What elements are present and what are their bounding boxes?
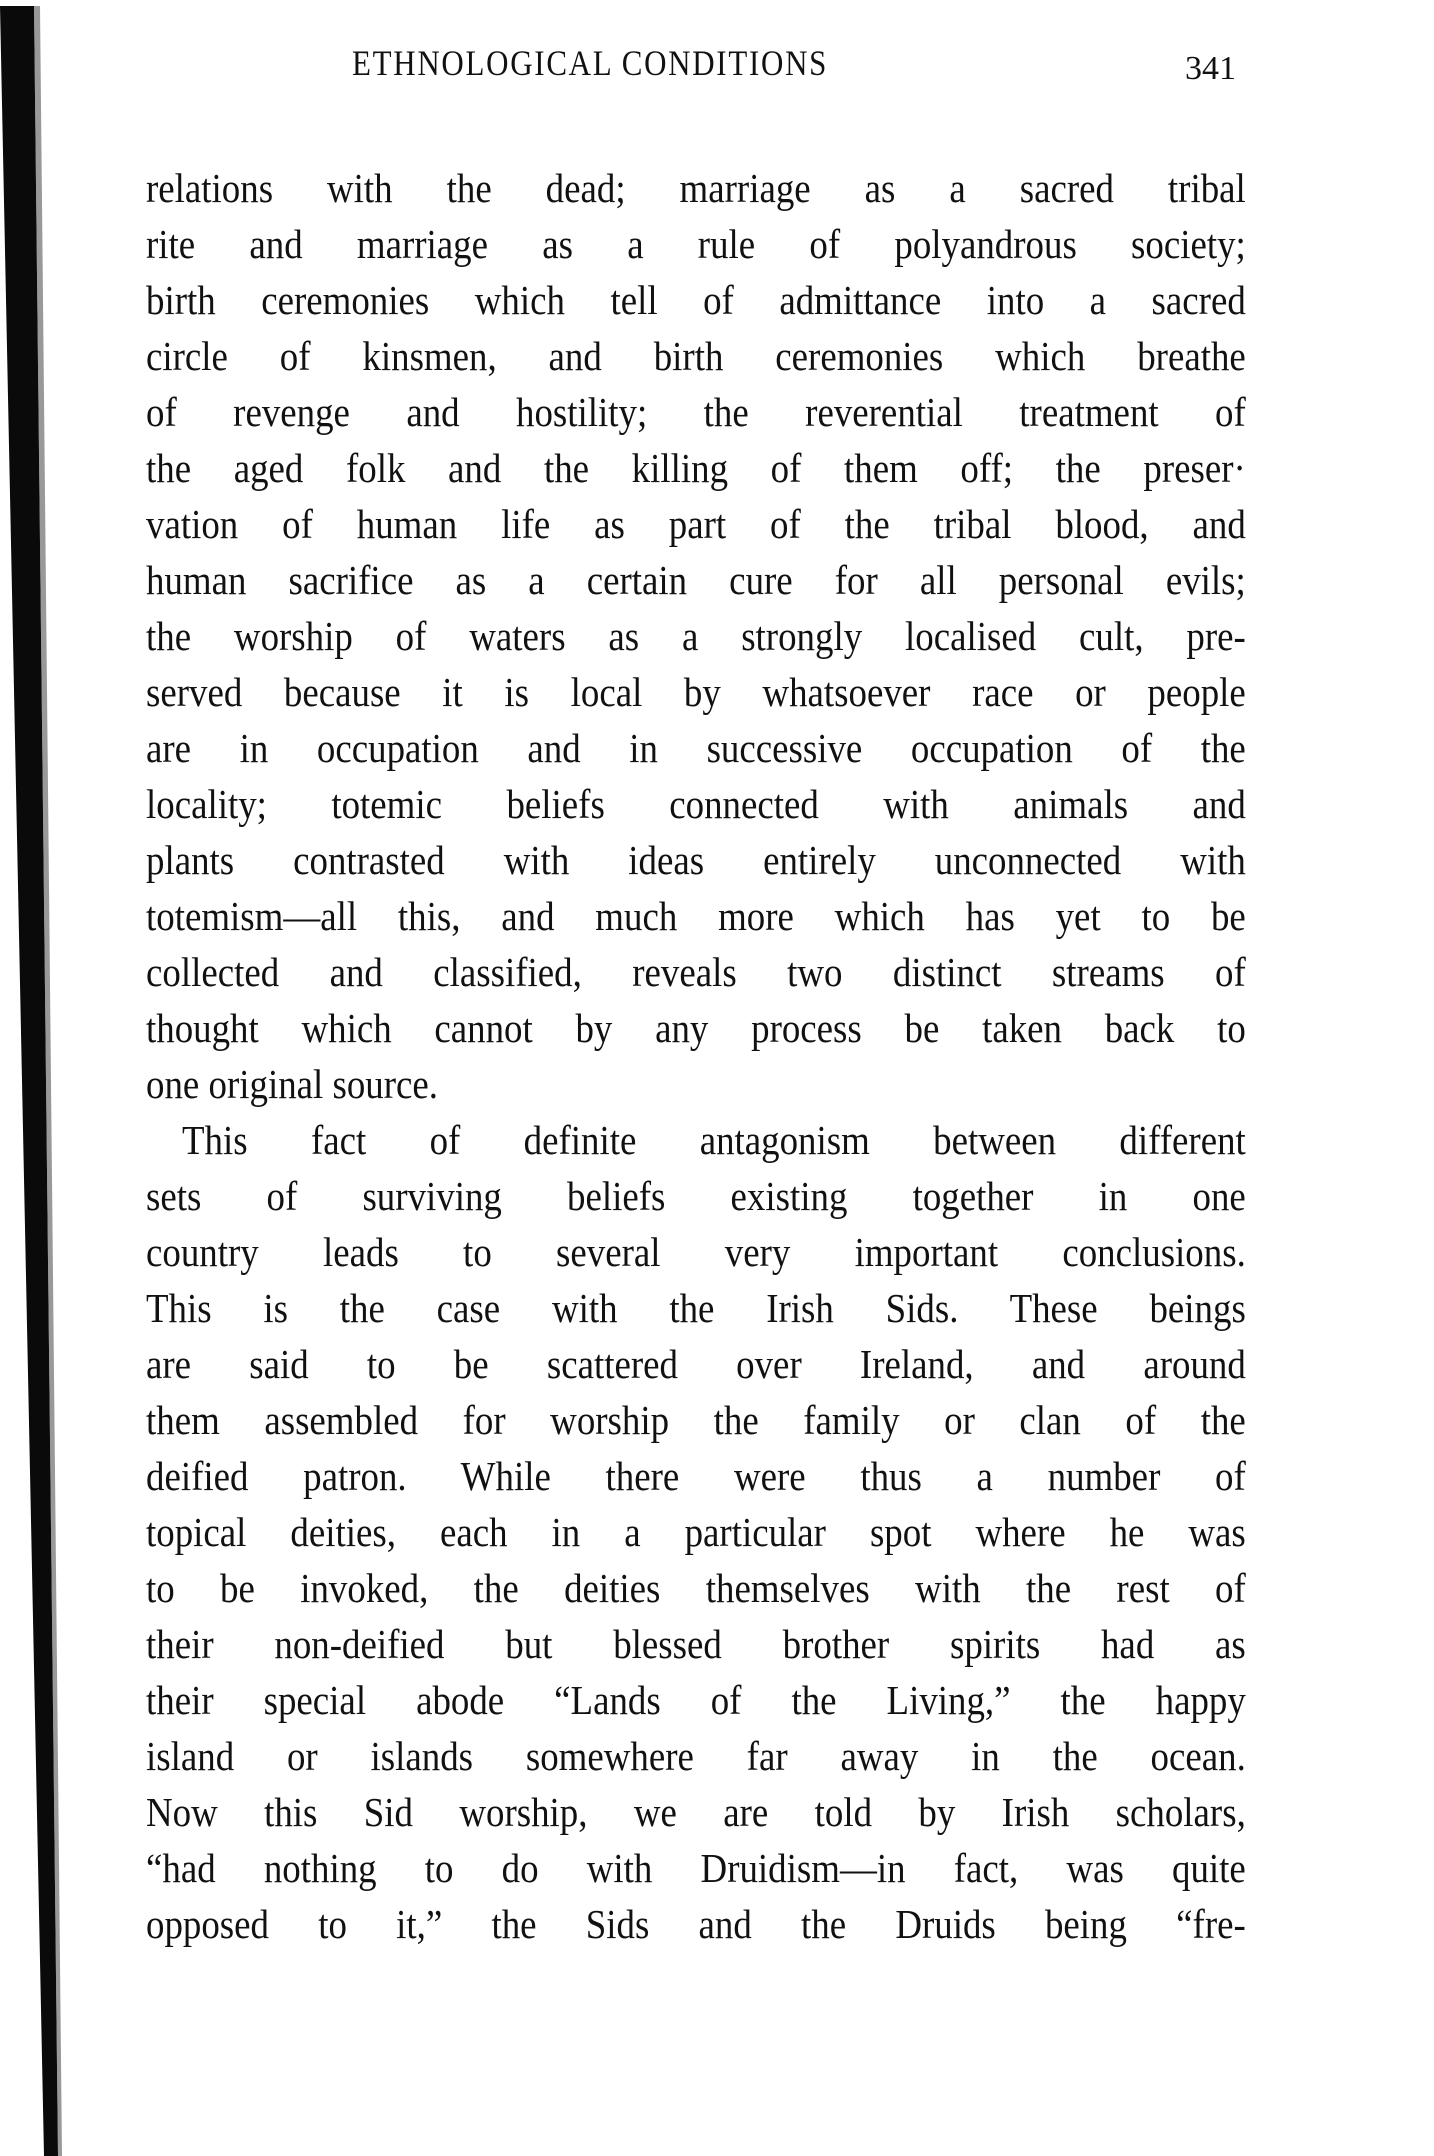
text-line: This fact of definite antagonism between different bbox=[182, 1117, 1246, 1163]
text-line: collected and classified, reveals two distinct streams of bbox=[146, 949, 1246, 995]
text-line: are in occupation and in successive occupation of the bbox=[146, 725, 1246, 771]
text-line: vation of human life as part of the tribal blood, and bbox=[146, 501, 1246, 547]
text-line: This is the case with the Irish Sids. These beings bbox=[146, 1285, 1246, 1331]
text-line: human sacrifice as a certain cure for all personal evils; bbox=[146, 557, 1246, 603]
text-line: locality; totemic beliefs connected with animals and bbox=[146, 781, 1246, 827]
text-line: topical deities, each in a particular spot where he was bbox=[146, 1509, 1246, 1555]
paragraph-2 bbox=[146, 1112, 1246, 1952]
text-line: rite and marriage as a rule of polyandrous society; bbox=[146, 221, 1246, 267]
text-line: are said to be scattered over Ireland, and around bbox=[146, 1341, 1246, 1387]
text-line: country leads to several very important conclusions. bbox=[146, 1229, 1246, 1275]
text-line: totemism—all this, and much more which has yet to be bbox=[146, 893, 1246, 939]
text-line: plants contrasted with ideas entirely unconnected with bbox=[146, 837, 1246, 883]
running-title: ETHNOLOGICAL CONDITIONS bbox=[352, 43, 829, 83]
text-line: sets of surviving beliefs existing together in one bbox=[146, 1173, 1246, 1219]
text-line: Now this Sid worship, we are told by Irish scholars, bbox=[146, 1789, 1246, 1835]
paragraph-1 bbox=[146, 160, 1246, 1112]
text-line: the worship of waters as a strongly localised cult, pre- bbox=[146, 613, 1246, 659]
text-line: to be invoked, the deities themselves with the rest of bbox=[146, 1565, 1246, 1611]
text-line: one original source. bbox=[146, 1061, 439, 1107]
text-line: the aged folk and the killing of them off; the preser· bbox=[146, 445, 1246, 491]
text-line: island or islands somewhere far away in the ocean. bbox=[146, 1733, 1246, 1779]
text-line: deified patron. While there were thus a number of bbox=[146, 1453, 1246, 1499]
text-line: them assembled for worship the family or clan of the bbox=[146, 1397, 1246, 1443]
running-head bbox=[0, 42, 1434, 102]
page-number: 341 bbox=[1185, 50, 1236, 87]
text-line: thought which cannot by any process be taken back to bbox=[146, 1005, 1246, 1051]
body-text bbox=[146, 160, 1246, 1952]
text-line: served because it is local by whatsoever race or people bbox=[146, 669, 1246, 715]
text-line: relations with the dead; marriage as a sacred tribal bbox=[146, 165, 1246, 211]
text-line: circle of kinsmen, and birth ceremonies which breathe bbox=[146, 333, 1246, 379]
page-binding-edge bbox=[0, 0, 80, 2156]
text-line: their special abode “Lands of the Living,” the happy bbox=[146, 1677, 1246, 1723]
text-line: of revenge and hostility; the reverential treatment of bbox=[146, 389, 1246, 435]
text-line: opposed to it,” the Sids and the Druids being “fre- bbox=[146, 1901, 1246, 1947]
text-line: their non-deified but blessed brother spirits had as bbox=[146, 1621, 1246, 1667]
text-line: birth ceremonies which tell of admittance into a sacred bbox=[146, 277, 1246, 323]
text-line: “had nothing to do with Druidism—in fact, was quite bbox=[146, 1845, 1246, 1891]
